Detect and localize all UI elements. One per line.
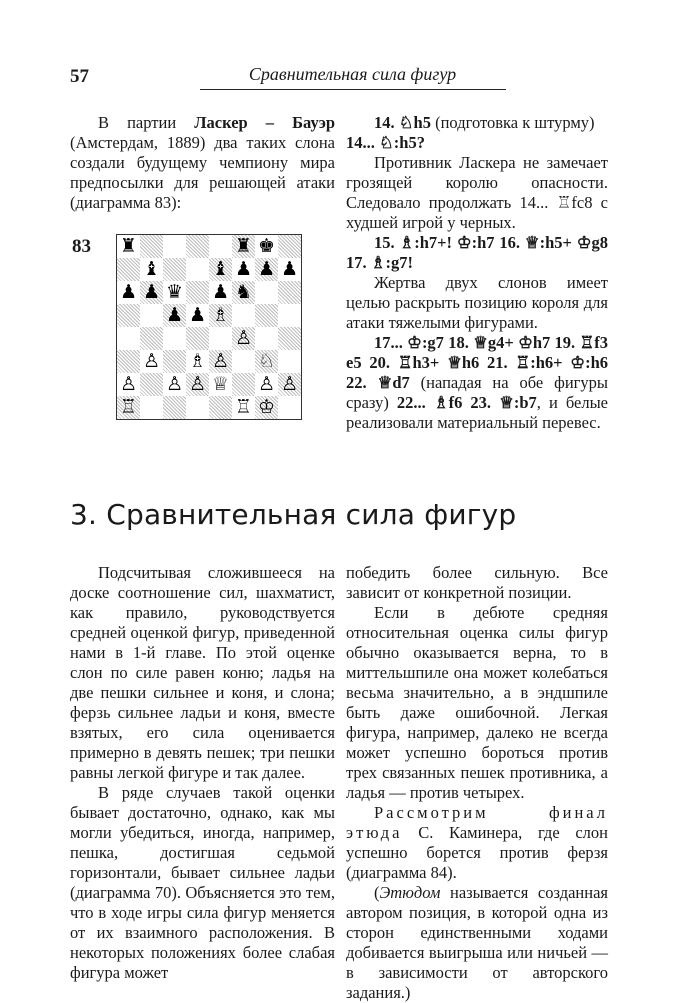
square-f5: [232, 304, 255, 327]
square-a3: [117, 350, 140, 373]
square-d5: [186, 304, 209, 327]
square-d1: [186, 396, 209, 419]
piece-bR-icon: ♜: [234, 235, 253, 257]
piece-bP-icon: ♟: [165, 304, 184, 326]
piece-wP-icon: ♙: [165, 373, 184, 395]
square-a8: [117, 235, 140, 258]
body-paragraph: В ряде случаев такой оценки бывает достаточно, однако, как мы могли убедиться, иногда, например, пешка, достигшая седьмой горизонтали, бывает сильнее ладьи (диаграмма 70). Объясняется это тем, что в ходе игры сила фигур меняется от их взаимного расположения. В некоторых положениях более слабая фигура может: [70, 783, 335, 982]
piece-bP-icon: ♟: [211, 281, 230, 303]
header-rule: [200, 89, 506, 90]
piece-bK-icon: ♚: [257, 235, 276, 257]
move-line: [346, 113, 608, 133]
square-b3: [140, 350, 163, 373]
square-h8: [278, 235, 301, 258]
piece-wP-icon: ♙: [188, 373, 207, 395]
piece-wN-icon: ♘: [257, 350, 276, 372]
piece-bP-icon: ♟: [257, 258, 276, 280]
move-14: 14. ♘h5: [374, 113, 431, 132]
move-comment: (подготовка к штурму): [430, 113, 595, 132]
commentary-paragraph: Жертва двух слонов имеет целью раскрыть позицию короля для атаки тяжелыми фигурами.: [346, 273, 608, 332]
square-b4: [140, 327, 163, 350]
move-22: 22... ♗f6 23. ♕:b7: [396, 393, 537, 412]
body-paragraph: [346, 803, 608, 883]
piece-wP-icon: ♙: [119, 373, 138, 395]
square-d2: [186, 373, 209, 396]
square-e8: [209, 235, 232, 258]
square-f7: [232, 258, 255, 281]
piece-bB-icon: ♝: [211, 258, 230, 280]
square-h2: [278, 373, 301, 396]
square-h1: [278, 396, 301, 419]
piece-bQ-icon: ♛: [165, 281, 184, 303]
piece-wP-icon: ♙: [280, 373, 299, 395]
square-h3: [278, 350, 301, 373]
square-d6: [186, 281, 209, 304]
square-b8: [140, 235, 163, 258]
square-b6: [140, 281, 163, 304]
square-e7: [209, 258, 232, 281]
running-head: Сравнительная сила фигур: [248, 64, 457, 84]
piece-wP-icon: ♙: [257, 373, 276, 395]
square-c4: [163, 327, 186, 350]
move-line: 14... ♘:h5?: [346, 133, 425, 152]
square-e5: [209, 304, 232, 327]
body-paragraph: победить более сильную. Все зависит от конкретной позиции.: [346, 563, 608, 602]
body-column-left: [70, 563, 335, 983]
square-a7: [117, 258, 140, 281]
game-players: Ласкер – Бауэр: [194, 113, 335, 132]
intro-column: [70, 113, 335, 213]
square-g1: [255, 396, 278, 419]
square-f1: [232, 396, 255, 419]
chess-diagram: [116, 234, 302, 420]
square-f4: [232, 327, 255, 350]
square-c6: [163, 281, 186, 304]
piece-wR-icon: ♖: [119, 396, 138, 418]
piece-bN-icon: ♞: [234, 281, 253, 303]
commentary-paragraph: Противник Ласкера не замечает грозящей королю опасности. Следовало продолжать 14... ♖fc8 с худшей игрой у черных.: [346, 153, 608, 232]
square-a5: [117, 304, 140, 327]
body-paragraph: Если в дебюте средняя относительная оценка силы фигур обычно оказывается верна, то в миттельшпиле она может колебаться весьма значительно, а в эндшпиле быть даже ошибочной. Легкая фигура, например, далеко не всегда может успешно бороться против трех связанных пешек противника, а ладья — против четырех.: [346, 603, 608, 802]
text-run: (: [374, 883, 380, 902]
section-title: 3. Сравнительная сила фигур: [70, 498, 517, 531]
move-17: 17... ♔:g7 18. ♕g4+ ♔h7 19. ♖f3 e5 20. ♖h3+ ♕h6 21. ♖:h6+ ♔:h6 22. ♕d7: [346, 333, 608, 392]
square-c2: [163, 373, 186, 396]
square-g7: [255, 258, 278, 281]
square-d7: [186, 258, 209, 281]
square-g2: [255, 373, 278, 396]
piece-wQ-icon: ♕: [211, 373, 230, 395]
body-paragraph: Подсчитывая сложившееся на доске соотношение сил, шахматист, как правило, руководствуется средней оценкой фигур, приведенной нами в 1-й главе. По этой оценке слон по силе равен коню; ладья на две пешки сильнее и коня, и слона; ферзь сильнее ладьи и коня, вместе взятых, его сила оценивается примерно в девять пешек; три пешки равны легкой фигуре и так далее.: [70, 563, 335, 782]
square-b7: [140, 258, 163, 281]
square-g8: [255, 235, 278, 258]
square-a2: [117, 373, 140, 396]
piece-wB-icon: ♗: [188, 350, 207, 372]
square-h6: [278, 281, 301, 304]
square-f2: [232, 373, 255, 396]
square-d8: [186, 235, 209, 258]
square-c1: [163, 396, 186, 419]
piece-wP-icon: ♙: [234, 327, 253, 349]
square-h4: [278, 327, 301, 350]
piece-bP-icon: ♟: [234, 258, 253, 280]
square-c7: [163, 258, 186, 281]
emphasis-term: Этюдом: [379, 883, 441, 902]
piece-bB-icon: ♝: [142, 258, 161, 280]
square-f8: [232, 235, 255, 258]
square-c3: [163, 350, 186, 373]
square-g6: [255, 281, 278, 304]
square-e2: [209, 373, 232, 396]
piece-bP-icon: ♟: [119, 281, 138, 303]
piece-bP-icon: ♟: [280, 258, 299, 280]
text-run: , и белые реализовали материальный перевес.: [346, 393, 608, 432]
square-a1: [117, 396, 140, 419]
piece-wK-icon: ♔: [257, 396, 276, 418]
spaced-text: Рассмотрим финал этюда: [346, 803, 608, 842]
square-b2: [140, 373, 163, 396]
piece-wR-icon: ♖: [234, 396, 253, 418]
body-column-right: [346, 563, 608, 1003]
square-e6: [209, 281, 232, 304]
square-e3: [209, 350, 232, 373]
piece-bP-icon: ♟: [142, 281, 161, 303]
square-c5: [163, 304, 186, 327]
intro-paragraph: [70, 113, 335, 213]
square-a6: [117, 281, 140, 304]
piece-wP-icon: ♙: [211, 350, 230, 372]
move-line: 15. ♗:h7+! ♔:h7 16. ♕:h5+ ♔g8 17. ♗:g7!: [346, 233, 608, 272]
square-a4: [117, 327, 140, 350]
square-d3: [186, 350, 209, 373]
square-d4: [186, 327, 209, 350]
square-h5: [278, 304, 301, 327]
diagram-number: 83: [72, 236, 91, 257]
piece-bR-icon: ♜: [119, 235, 138, 257]
piece-wP-icon: ♙: [142, 350, 161, 372]
square-b1: [140, 396, 163, 419]
piece-bP-icon: ♟: [188, 304, 207, 326]
piece-wB-icon: ♗: [211, 304, 230, 326]
moves-column: [346, 113, 608, 433]
text-run: (Амстердам, 1889) два таких слона создали будущему чемпиону мира предпосылки для решающей атаки (диаграмма 83):: [70, 133, 335, 212]
square-f6: [232, 281, 255, 304]
move-comment: (нападая на обе фигуры сразу): [346, 373, 609, 412]
square-e1: [209, 396, 232, 419]
page-number: 57: [70, 66, 89, 87]
text-run: С. Каминера, где слон успешно борется против ферзя (диаграмма 84).: [346, 823, 608, 882]
text-run: В партии: [98, 113, 195, 132]
square-g4: [255, 327, 278, 350]
square-b5: [140, 304, 163, 327]
text-run: называется созданная автором позиция, в которой одна из сторон единственными ходами добивается выигрыша или ничьей — в зависимости от авторского задания.): [346, 883, 608, 1002]
square-f3: [232, 350, 255, 373]
move-line: [346, 333, 608, 433]
square-e4: [209, 327, 232, 350]
square-g3: [255, 350, 278, 373]
body-paragraph: [346, 883, 608, 1003]
square-c8: [163, 235, 186, 258]
square-g5: [255, 304, 278, 327]
square-h7: [278, 258, 301, 281]
